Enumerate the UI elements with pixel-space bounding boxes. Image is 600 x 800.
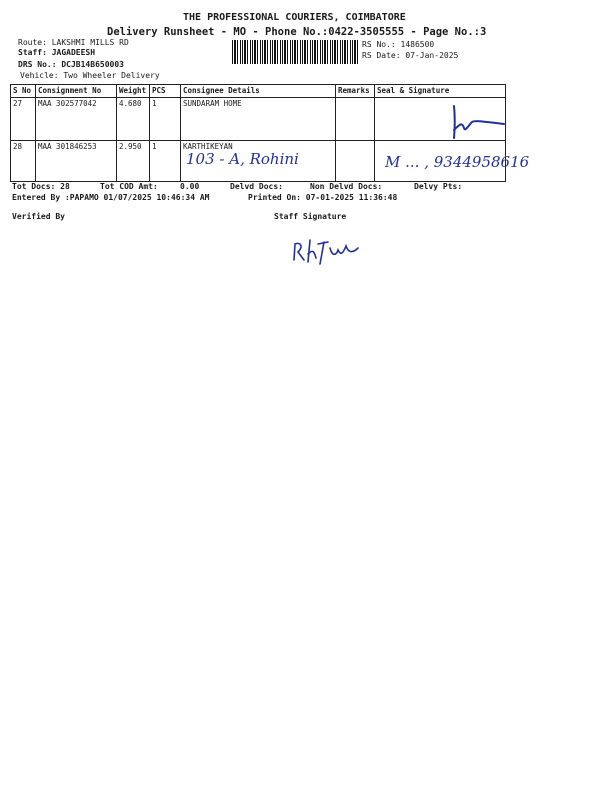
table-row (11, 98, 506, 141)
cell-pcs: 1 (150, 98, 181, 141)
barcode (232, 40, 358, 64)
col-header-seal: Seal & Signature (375, 85, 506, 98)
staff-signature-label: Staff Signature (274, 212, 347, 221)
route-label: Route: LAKSHMI MILLS RD (18, 38, 129, 47)
cell-consignee: KARTHIKEYAN (181, 141, 336, 182)
col-header-consignment: Consignment No (36, 85, 117, 98)
col-header-pcs: PCS (150, 85, 181, 98)
cell-pcs: 1 (150, 141, 181, 182)
table-header-row (11, 85, 506, 98)
cell-weight: 4.680 (117, 98, 150, 141)
col-header-weight: Weight (117, 85, 150, 98)
cell-consignment: MAA 302577042 (36, 98, 117, 141)
cell-consignee: SUNDARAM HOME (181, 98, 336, 141)
verified-by: Verified By (12, 212, 65, 221)
cell-consignment: MAA 301846253 (36, 141, 117, 182)
rs-date: RS Date: 07-Jan-2025 (362, 51, 459, 60)
printed-on: Printed On: 07-01-2025 11:36:48 (248, 193, 398, 202)
cell-weight: 2.950 (117, 141, 150, 182)
staff-signature (290, 234, 362, 268)
handwritten-seal-note: M ... , 9344958616 (385, 153, 530, 171)
entered-by: Entered By :PAPAMO 01/07/2025 10:46:34 AM (12, 193, 210, 202)
rs-number: RS No.: 1486500 (362, 40, 435, 49)
tot-cod-value: 0.00 (180, 182, 200, 191)
vehicle-label: Vehicle: Two Wheeler Delivery (20, 71, 160, 80)
delvy-pts: Delvy Pts: (414, 182, 463, 191)
cell-remarks (336, 141, 375, 182)
tot-cod-label: Tot COD Amt: (100, 182, 158, 191)
handwritten-address: 103 - A, Rohini (186, 150, 299, 168)
cell-sno: 27 (11, 98, 36, 141)
staff-label: Staff: JAGADEESH (18, 48, 96, 57)
cell-remarks (336, 98, 375, 141)
col-header-consignee: Consignee Details (181, 85, 336, 98)
handwritten-signature (446, 100, 516, 142)
col-header-remarks: Remarks (336, 85, 375, 98)
cell-sno: 28 (11, 141, 36, 182)
delvd-docs: Delvd Docs: (230, 182, 283, 191)
col-header-sno: S No (11, 85, 36, 98)
drs-number: DRS No.: DCJB14B650003 (18, 60, 124, 69)
company-title: THE PROFESSIONAL COURIERS, COIMBATORE (183, 12, 406, 23)
non-delvd-docs: Non Delvd Docs: (310, 182, 383, 191)
runsheet-title: Delivery Runsheet - MO - Phone No.:0422-3505555 - Page No.:3 (107, 26, 487, 38)
tot-docs: Tot Docs: 28 (12, 182, 70, 191)
